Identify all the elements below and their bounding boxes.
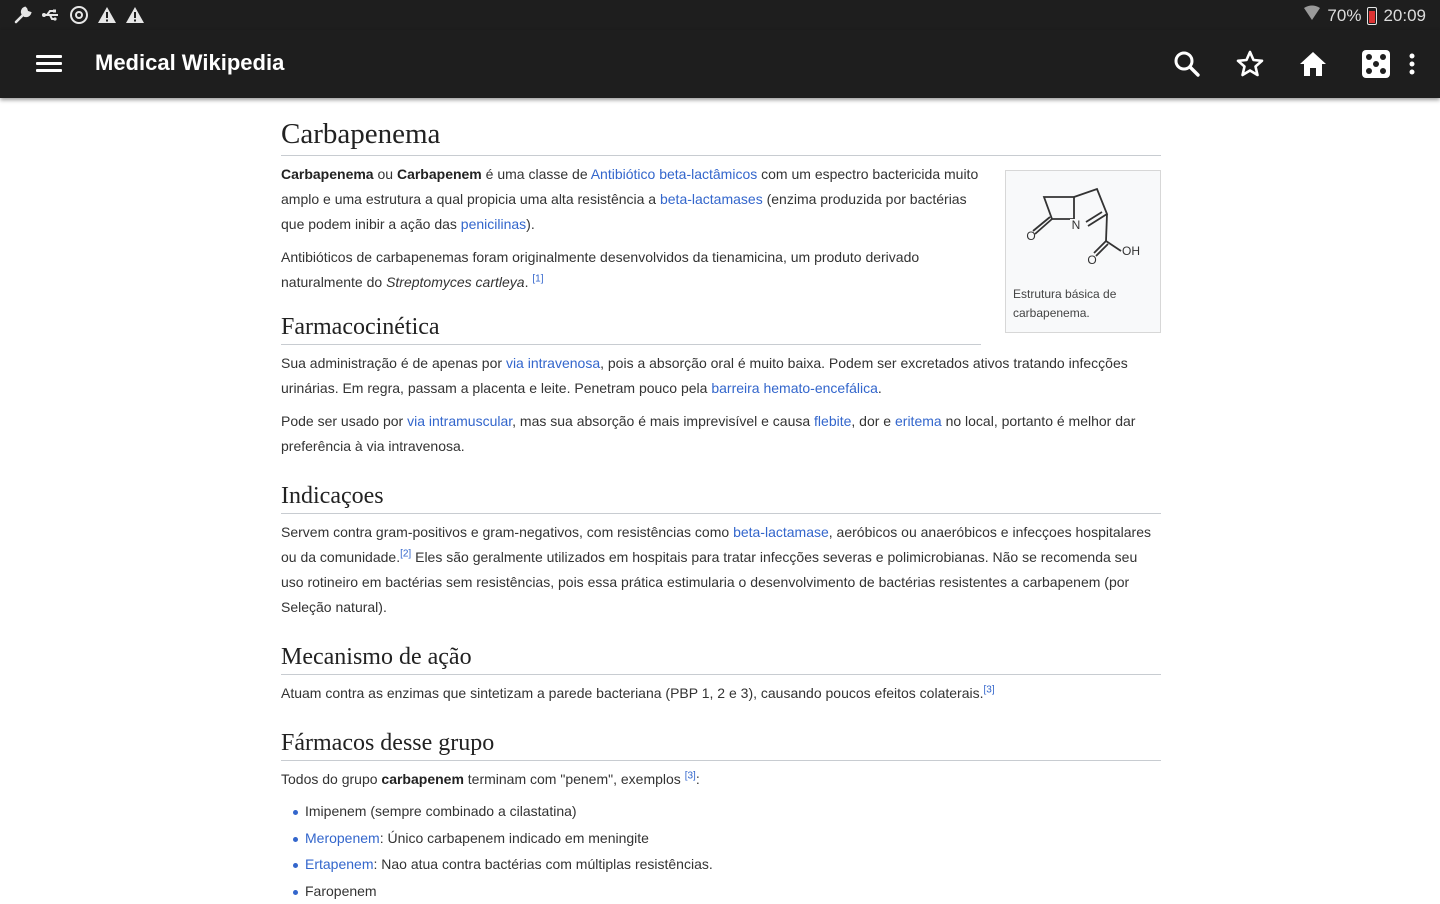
text: Sua administração é de apenas por <box>281 355 506 371</box>
reference-link[interactable]: [3] <box>983 684 994 695</box>
status-left-icons <box>12 4 146 26</box>
text: , mas sua absorção é mais imprevisível e causa <box>512 413 814 429</box>
text: , aeróbicos ou anaeróbicos e infecçoes hospitalares ou da comunidade. <box>281 524 1151 565</box>
wifi-icon <box>1303 4 1321 27</box>
svg-text:N: N <box>1072 218 1081 232</box>
section-farmacocinetica <box>281 314 981 345</box>
section-farmacocinetica-body <box>281 351 1161 459</box>
reference-link[interactable]: [3] <box>685 770 696 781</box>
text: Antibióticos de carbapenemas foram originalmente desenvolvidos da tienamicina, um produto derivado naturalmente do <box>281 249 919 290</box>
svg-text:O: O <box>1026 229 1035 243</box>
list-item <box>293 851 1161 878</box>
battery-percent: 70% <box>1327 6 1361 26</box>
text: . <box>525 274 533 290</box>
status-right <box>1303 4 1426 27</box>
app-bar-actions <box>1142 30 1440 98</box>
section-heading: Indicaçoes <box>281 483 1161 514</box>
text: : <box>696 771 700 787</box>
reference-link[interactable]: [1] <box>532 273 543 284</box>
bold-term: Carbapenema <box>281 166 374 182</box>
svg-text:O: O <box>1087 253 1096 267</box>
text: : Nao atua contra bactérias com múltiplas resistências. <box>373 856 712 872</box>
text: Pode ser usado por <box>281 413 407 429</box>
app-bar <box>0 30 1440 98</box>
at-sign-icon <box>68 4 90 26</box>
intro <box>281 162 981 295</box>
italic-term: Streptomyces cartleya <box>386 274 525 290</box>
link-beta-lactamase[interactable]: beta-lactamase <box>733 524 829 540</box>
star-icon[interactable] <box>1232 46 1268 82</box>
text: Todos do grupo <box>281 771 381 787</box>
intro-paragraph-1 <box>281 162 981 237</box>
paragraph <box>281 409 1161 459</box>
status-bar <box>0 0 1440 30</box>
text: . <box>878 380 882 396</box>
section-heading: Farmacocinética <box>281 314 981 345</box>
drug-list <box>281 798 1161 904</box>
warning-icon <box>96 4 118 26</box>
text: ou <box>374 166 397 182</box>
text: terminam com "penem", exemplos <box>464 771 685 787</box>
clock: 20:09 <box>1383 6 1426 26</box>
paragraph <box>281 681 1161 706</box>
menu-icon[interactable] <box>36 52 62 76</box>
paragraph <box>281 767 1161 792</box>
list-item <box>293 878 1161 904</box>
intro-paragraph-2 <box>281 245 981 295</box>
link-beta-lactamases[interactable]: beta-lactamases <box>660 191 763 207</box>
link-penicilinas[interactable]: penicilinas <box>461 216 526 232</box>
text: (enzima produzida por bactérias que podem inibir a ação das <box>281 191 967 232</box>
search-icon[interactable] <box>1169 46 1205 82</box>
text: Faropenem <box>305 883 377 899</box>
infobox-caption: Estrutura básica de carbapenema. <box>1013 285 1153 323</box>
paragraph <box>281 351 1161 401</box>
text: : Único carbapenem indicado em meningite <box>380 830 649 846</box>
more-vert-icon[interactable] <box>1402 46 1422 82</box>
svg-text:OH: OH <box>1122 244 1140 258</box>
section-farmacos <box>281 730 1161 904</box>
carbapenem-structure-image <box>1014 179 1154 283</box>
link-barreira-hemato-encefalica[interactable]: barreira hemato-encefálica <box>711 380 878 396</box>
article <box>281 100 1161 904</box>
link-via-intravenosa[interactable]: via intravenosa <box>506 355 600 371</box>
link-ertapenem[interactable]: Ertapenem <box>305 856 373 872</box>
text: Eles são geralmente utilizados em hospitais para tratar infecções severas e polimicrobianas. Não se recomenda seu uso rotineiro em bactérias sem resistências, pois essa prática estimularia o desenvolvimento de bactérias resistentes a carbapenem (por Seleção natural). <box>281 549 1137 615</box>
section-indicacoes <box>281 483 1161 620</box>
section-heading: Mecanismo de ação <box>281 644 1161 675</box>
list-item <box>293 825 1161 852</box>
bold-term: Carbapenem <box>397 166 482 182</box>
text: ). <box>526 216 535 232</box>
bold-term: carbapenem <box>381 771 463 787</box>
wrench-icon <box>12 4 34 26</box>
warning-icon <box>124 4 146 26</box>
app-title: Medical Wikipedia <box>95 50 284 76</box>
link-eritema[interactable]: eritema <box>895 413 942 429</box>
section-heading: Fármacos desse grupo <box>281 730 1161 761</box>
link-meropenem[interactable]: Meropenem <box>305 830 380 846</box>
section-mecanismo <box>281 644 1161 706</box>
link-via-intramuscular[interactable]: via intramuscular <box>407 413 512 429</box>
link-flebite[interactable]: flebite <box>814 413 851 429</box>
home-icon[interactable] <box>1295 46 1331 82</box>
infobox <box>1005 170 1161 333</box>
text: , pois a absorção oral é muito baixa. Podem ser excretados ativos tratando infecções urinárias. Em regra, passam a placenta e leite. Penetram pouco pela <box>281 355 1128 396</box>
reference-link[interactable]: [2] <box>400 548 411 559</box>
text: é uma classe de <box>482 166 591 182</box>
usb-icon <box>40 4 62 26</box>
list-item <box>293 798 1161 825</box>
text: , dor e <box>851 413 895 429</box>
page-title: Carbapenema <box>281 118 1161 156</box>
text: Atuam contra as enzimas que sintetizam a parede bacteriana (PBP 1, 2 e 3), causando poucos efeitos colaterais. <box>281 685 983 701</box>
text: no local, portanto é melhor dar preferência à via intravenosa. <box>281 413 1135 454</box>
text: com um espectro bactericida muito amplo e uma estrutura a qual propicia uma alta resistência a <box>281 166 978 207</box>
text: Imipenem (sempre combinado a cilastatina) <box>305 803 577 819</box>
text: Servem contra gram-positivos e gram-negativos, com resistências como <box>281 524 733 540</box>
dice-icon[interactable] <box>1358 46 1394 82</box>
link-antibiotico[interactable]: Antibiótico beta-lactâmicos <box>591 166 758 182</box>
battery-icon <box>1367 7 1377 25</box>
paragraph <box>281 520 1161 620</box>
